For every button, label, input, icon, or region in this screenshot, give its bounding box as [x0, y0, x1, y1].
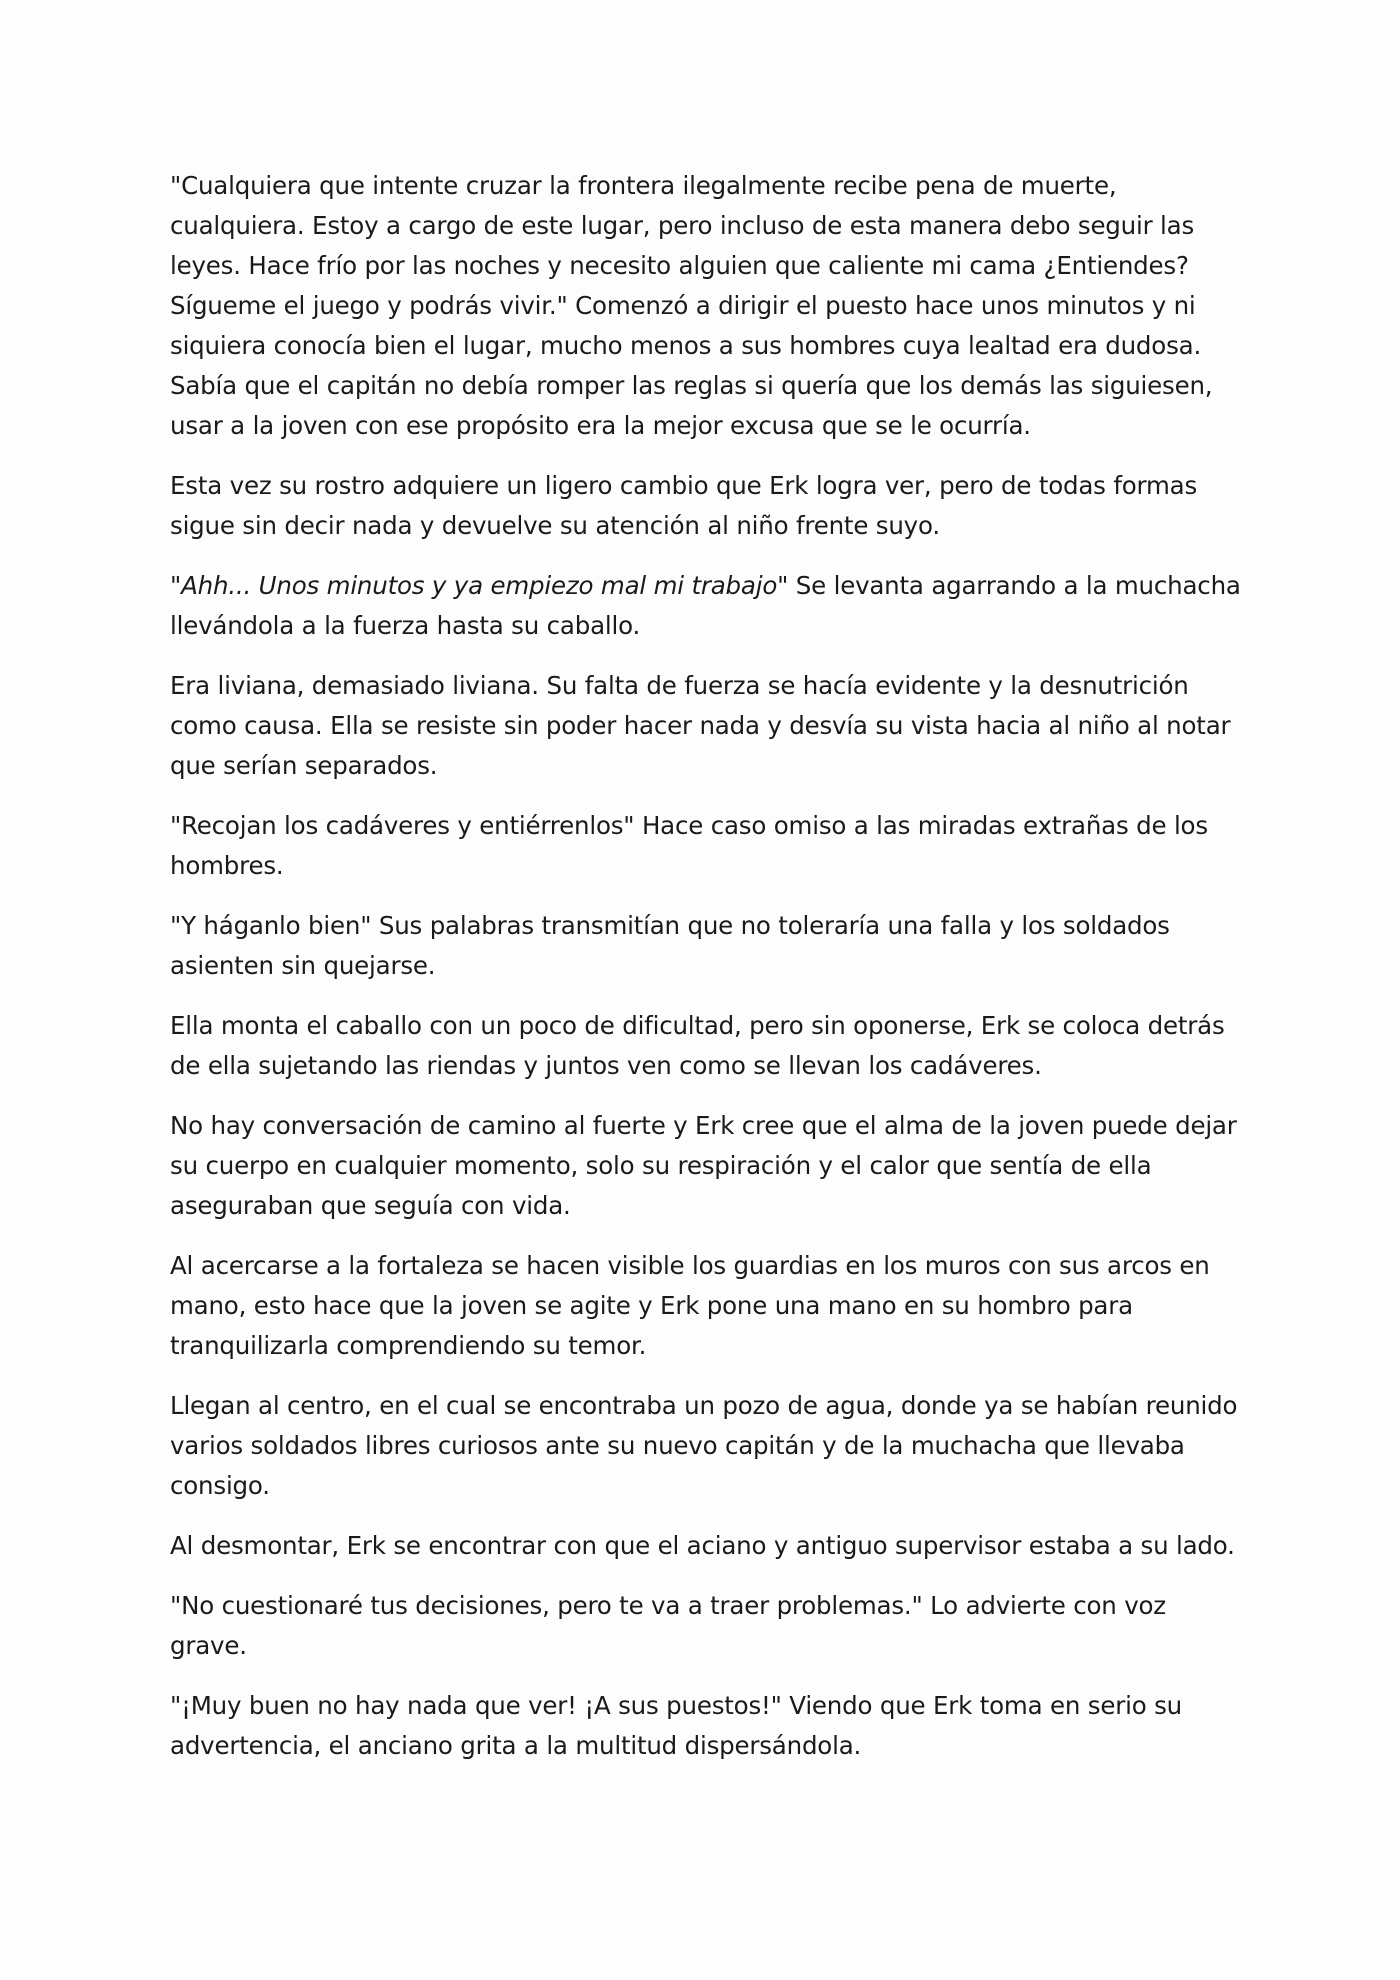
paragraph: Al acercarse a la fortaleza se hacen visible los guardias en los muros con sus arcos en mano, esto hace que la joven se agite y Erk pone una mano en su hombro para tranquilizarla comprendiendo su temor. — [170, 1251, 1210, 1360]
paragraph: "Y háganlo bien" Sus palabras transmitían que no toleraría una falla y los soldados asienten sin quejarse. — [170, 911, 1170, 980]
paragraph: No hay conversación de camino al fuerte y Erk cree que el alma de la joven puede dejar su cuerpo en cualquier momento, solo su respiración y el calor que sentía de ella aseguraban que seguía con vida. — [170, 1111, 1237, 1220]
paragraph: Llegan al centro, en el cual se encontraba un pozo de agua, donde ya se habían reunido varios soldados libres curiosos ante su nuevo capitán y de la muchacha que llevaba consigo. — [170, 1391, 1238, 1500]
paragraph: Al desmontar, Erk se encontrar con que el aciano y antiguo supervisor estaba a su lado. — [170, 1531, 1235, 1560]
paragraph: "No cuestionaré tus decisiones, pero te va a traer problemas." Lo advierte con voz grave. — [170, 1591, 1166, 1660]
paragraph: "¡Muy buen no hay nada que ver! ¡A sus puestos!" Viendo que Erk toma en serio su advertencia, el anciano grita a la multitud dispersándola. — [170, 1691, 1182, 1760]
paragraph: Era liviana, demasiado liviana. Su falta de fuerza se hacía evidente y la desnutrición como causa. Ella se resiste sin poder hacer nada y desvía su vista hacia al niño al notar que serían separados. — [170, 671, 1231, 780]
body-text — [170, 166, 1245, 1766]
quote-mark: " — [170, 571, 182, 600]
paragraph: "Recojan los cadáveres y entiérrenlos" Hace caso omiso a las miradas extrañas de los hombres. — [170, 811, 1208, 880]
paragraph-text: Se levanta agarrando a la muchacha llevándola a la fuerza hasta su caballo. — [170, 571, 1241, 640]
paragraph: Ella monta el caballo con un poco de dificultad, pero sin oponerse, Erk se coloca detrás de ella sujetando las riendas y juntos ven como se llevan los cadáveres. — [170, 1011, 1225, 1080]
italic-dialogue: Ahh... Unos minutos y ya empiezo mal mi trabajo" — [181, 571, 789, 600]
paragraph: "Cualquiera que intente cruzar la frontera ilegalmente recibe pena de muerte, cualquiera. Estoy a cargo de este lugar, pero incluso de esta manera debo seguir las leyes. Hace frío por las noches y necesito alguien que caliente mi cama ¿Entiendes? Sígueme el juego y podrás vivir." Comenzó a dirigir el puesto hace unos minutos y ni siquiera conocía bien el lugar, mucho menos a sus hombres cuya lealtad era dudosa. Sabía que el capitán no debía romper las reglas si quería que los demás las siguiesen, usar a la joven con ese propósito era la mejor excusa que se le ocurría. — [170, 171, 1213, 440]
paragraph: Esta vez su rostro adquiere un ligero cambio que Erk logra ver, pero de todas formas sigue sin decir nada y devuelve su atención al niño frente suyo. — [170, 471, 1198, 540]
paragraph — [170, 566, 1245, 646]
